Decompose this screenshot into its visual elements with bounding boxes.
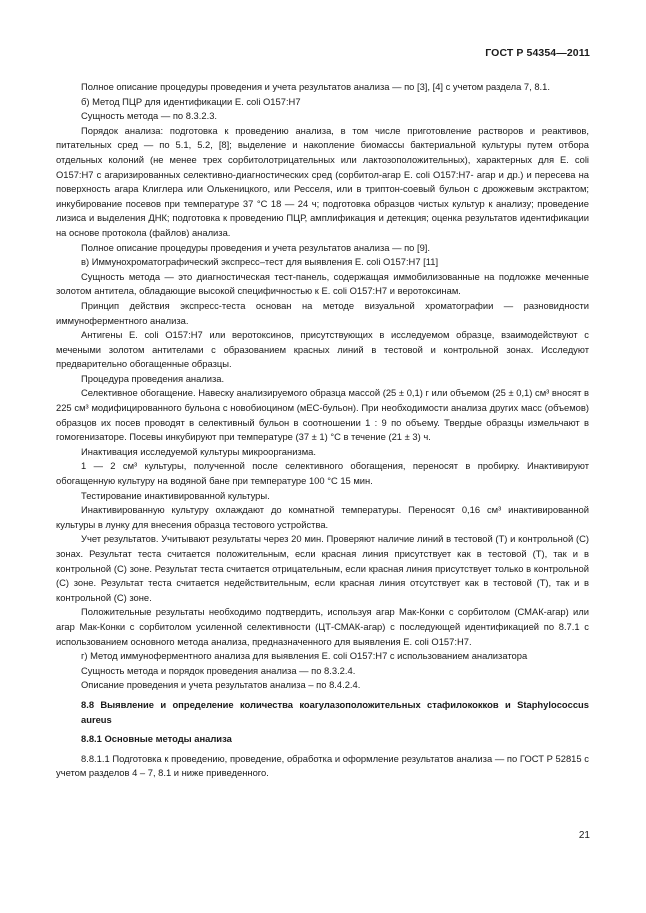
paragraph: Порядок анализа: подготовка к проведению анализа, в том числе приготовление растворов и реактивов, питательных сред — по 5.1, 5.2, [8]; выделение и накопление биомассы бактериальной культуры путем отбора отдельных колоний (не менее трех сорбитолотрицательных или лактозоположительных), характерных для E. coli O157:H7 с агаризированных селективно-диагностических сред (сорбитол-агар E. coli O157:H7- агар и др.) и пересева на поверхность агара Клиглера или Олькеницкого, или Ресселя, или в триптон-соевый бульон с дрожжевым экстрактом; инкубирование посевов при температуре 37 °С 18 — 24 ч; подготовка образцов чистых культур к анализу; проведение лизиса и выделения ДНК; подготовка к проведению ПЦР, амплификация и детекция; оценка результатов идентификации на основе протокола (файлов) анализа. — [56, 124, 589, 238]
paragraph: Учет результатов. Учитывают результаты через 20 мин. Проверяют наличие линий в тестовой (Т) и контрольной (С) зонах. Результат теста считается положительным, если красная линия присутствует как в тестовой (Т), так и в контрольной (С) зоне. Результат теста считается отрицательным, если красная линия присутствует только в контрольной (С) зоне. Результат теста считается недействительным, если красная линия отсутствует как в тестовой (Т), так и в контрольной (С) зоне. — [56, 533, 589, 603]
paragraph: Селективное обогащение. Навеску анализируемого образца массой (25 ± 0,1) г или объемом (25 ± 0,1) см³ вносят в 225 см³ модифицированного бульона с новобиоцином (мЕС-бульон). При необходимости анализа других масс (объемов) образцов их посев проводят в селективный бульон в соотношении 1 : 9 по объему. Твердые образцы измельчают в гомогенизаторе. Посевы инкубируют при температуре (37 ± 1) °С в течение (21 ± 3) ч. — [56, 387, 589, 443]
paragraph: Полное описание процедуры проведения и учета результатов анализа — по [9]. — [81, 241, 430, 253]
paragraph: Принцип действия экспресс-теста основан на методе визуальной хроматографии — разновидности иммуноферментного анализа. — [56, 299, 589, 326]
paragraph: 1 — 2 см³ культуры, полученной после селективного обогащения, переносят в пробирку. Инактивируют обогащенную культуру на водяной бане при температуре 100 °С 15 мин. — [56, 460, 589, 487]
paragraph: Антигены E. coli O157:H7 или веротоксинов, присутствующих в исследуемом образце, взаимодействуют с мечеными золотом антителами с образованием красных линий в тестовой и контрольной зонах. Исследуют предварительно обогащенные образцы. — [56, 329, 589, 370]
paragraph: Процедура проведения анализа. — [81, 372, 225, 384]
paragraph: Инактивация исследуемой культуры микроорганизма. — [81, 445, 316, 457]
paragraph: б) Метод ПЦР для идентификации E. coli O157:H7 — [81, 95, 301, 107]
paragraph: Положительные результаты необходимо подтвердить, используя агар Мак-Конки с сорбитолом (СМАК-агар) или агар Мак-Конки с сорбитолом усиленной селективности (ЦТ-СМАК-агар) с последующей идентификацией по 8.7.1 с использованием основного метода анализа, предназначенного для выявления E. coli O157:H7. — [56, 606, 589, 647]
paragraph: Тестирование инактивированной культуры. — [81, 489, 270, 501]
paragraph: Описание проведения и учета результатов анализа – по 8.4.2.4. — [81, 679, 361, 691]
paragraph: в) Иммунохроматографический экспресс–тест для выявления E. coli O157:H7 [11] — [81, 256, 439, 268]
paragraph: Сущность метода — по 8.3.2.3. — [81, 110, 218, 122]
paragraph: Сущность метода — это диагностическая тест-панель, содержащая иммобилизованные на подложке меченные золотом антитела, обладающие высокой специфичностью к E. coli O157:H7 и веротоксинам. — [56, 270, 589, 297]
section-heading-8-8: 8.8 Выявление и определение количества коагулазоположительных стафилококков и Staphylococcus aureus — [81, 698, 589, 725]
section-heading-8-8-1: 8.8.1 Основные методы анализа — [81, 733, 232, 745]
paragraph: 8.8.1.1 Подготовка к проведению, проведение, обработка и оформление результатов анализа — по ГОСТ Р 52815 с учетом разделов 4 – 7, 8.1 и ниже приведенного. — [56, 752, 589, 779]
page-number: 21 — [578, 830, 590, 841]
paragraph: Полное описание процедуры проведения и учета результатов анализа — по [3], [4] с учетом раздела 7, 8.1. — [81, 81, 550, 92]
paragraph: Сущность метода и порядок проведения анализа — по 8.3.2.4. — [81, 664, 356, 676]
paragraph: Инактивированную культуру охлаждают до комнатной температуры. Переносят 0,16 см³ инактивированной культуры в лунку для внесения образца тестового устройства. — [56, 504, 589, 530]
body-text — [56, 80, 589, 781]
document-id: ГОСТ Р 54354—2011 — [485, 47, 590, 59]
paragraph: г) Метод иммуноферментного анализа для выявления E. coli O157:H7 с использованием анализатора — [81, 650, 528, 662]
